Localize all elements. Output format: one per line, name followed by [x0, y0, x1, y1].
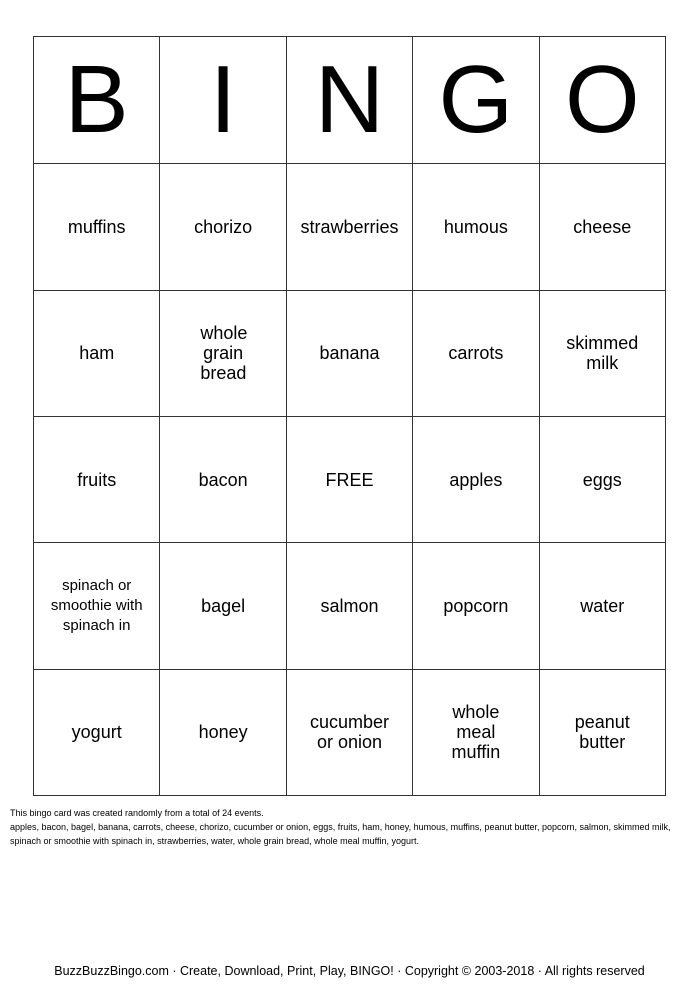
header-letter-b: B	[34, 37, 160, 164]
bingo-cell: honey	[160, 669, 286, 795]
note-event-list: apples, bacon, bagel, banana, carrots, cheese, chorizo, cucumber or onion, eggs, fruits, ham, honey, humous, muffins, peanut butter, popcorn, salmon, skimmed milk, spinach or smoothie with spinach in, strawberries, water, whole grain bread, whole meal muffin, yogurt.	[10, 822, 671, 846]
bingo-cell: skimmed milk	[539, 290, 665, 416]
bingo-cell: humous	[413, 164, 539, 290]
bingo-cell: fruits	[34, 416, 160, 542]
bingo-cell: chorizo	[160, 164, 286, 290]
bingo-cell: ham	[34, 290, 160, 416]
bingo-cell: popcorn	[413, 543, 539, 669]
header-letter-g: G	[413, 37, 539, 164]
bingo-cell: bagel	[160, 543, 286, 669]
bingo-cell: water	[539, 543, 665, 669]
bingo-cell: salmon	[286, 543, 412, 669]
bingo-card	[33, 36, 666, 796]
bingo-row	[34, 416, 666, 542]
header-letter-n: N	[286, 37, 412, 164]
bingo-cell: yogurt	[34, 669, 160, 795]
bingo-cell: spinach or smoothie with spinach in	[34, 543, 160, 669]
bingo-cell: banana	[286, 290, 412, 416]
bingo-cell: cheese	[539, 164, 665, 290]
bingo-cell: whole meal muffin	[413, 669, 539, 795]
bingo-cell: bacon	[160, 416, 286, 542]
card-note	[10, 806, 682, 848]
bingo-row	[34, 290, 666, 416]
bingo-cell: strawberries	[286, 164, 412, 290]
header-letter-o: O	[539, 37, 665, 164]
bingo-cell: carrots	[413, 290, 539, 416]
page-footer: BuzzBuzzBingo.com · Create, Download, Print, Play, BINGO! · Copyright © 2003-2018 · All rights reserved	[54, 964, 645, 978]
bingo-cell: cucumber or onion	[286, 669, 412, 795]
bingo-cell: muffins	[34, 164, 160, 290]
note-summary: This bingo card was created randomly from a total of 24 events.	[10, 808, 264, 818]
bingo-row	[34, 543, 666, 669]
header-letter-i: I	[160, 37, 286, 164]
bingo-cell: eggs	[539, 416, 665, 542]
bingo-row	[34, 669, 666, 795]
bingo-header-row	[34, 37, 666, 164]
free-cell: FREE	[286, 416, 412, 542]
bingo-row	[34, 164, 666, 290]
bingo-cell: whole grain bread	[160, 290, 286, 416]
bingo-cell: apples	[413, 416, 539, 542]
bingo-cell: peanut butter	[539, 669, 665, 795]
